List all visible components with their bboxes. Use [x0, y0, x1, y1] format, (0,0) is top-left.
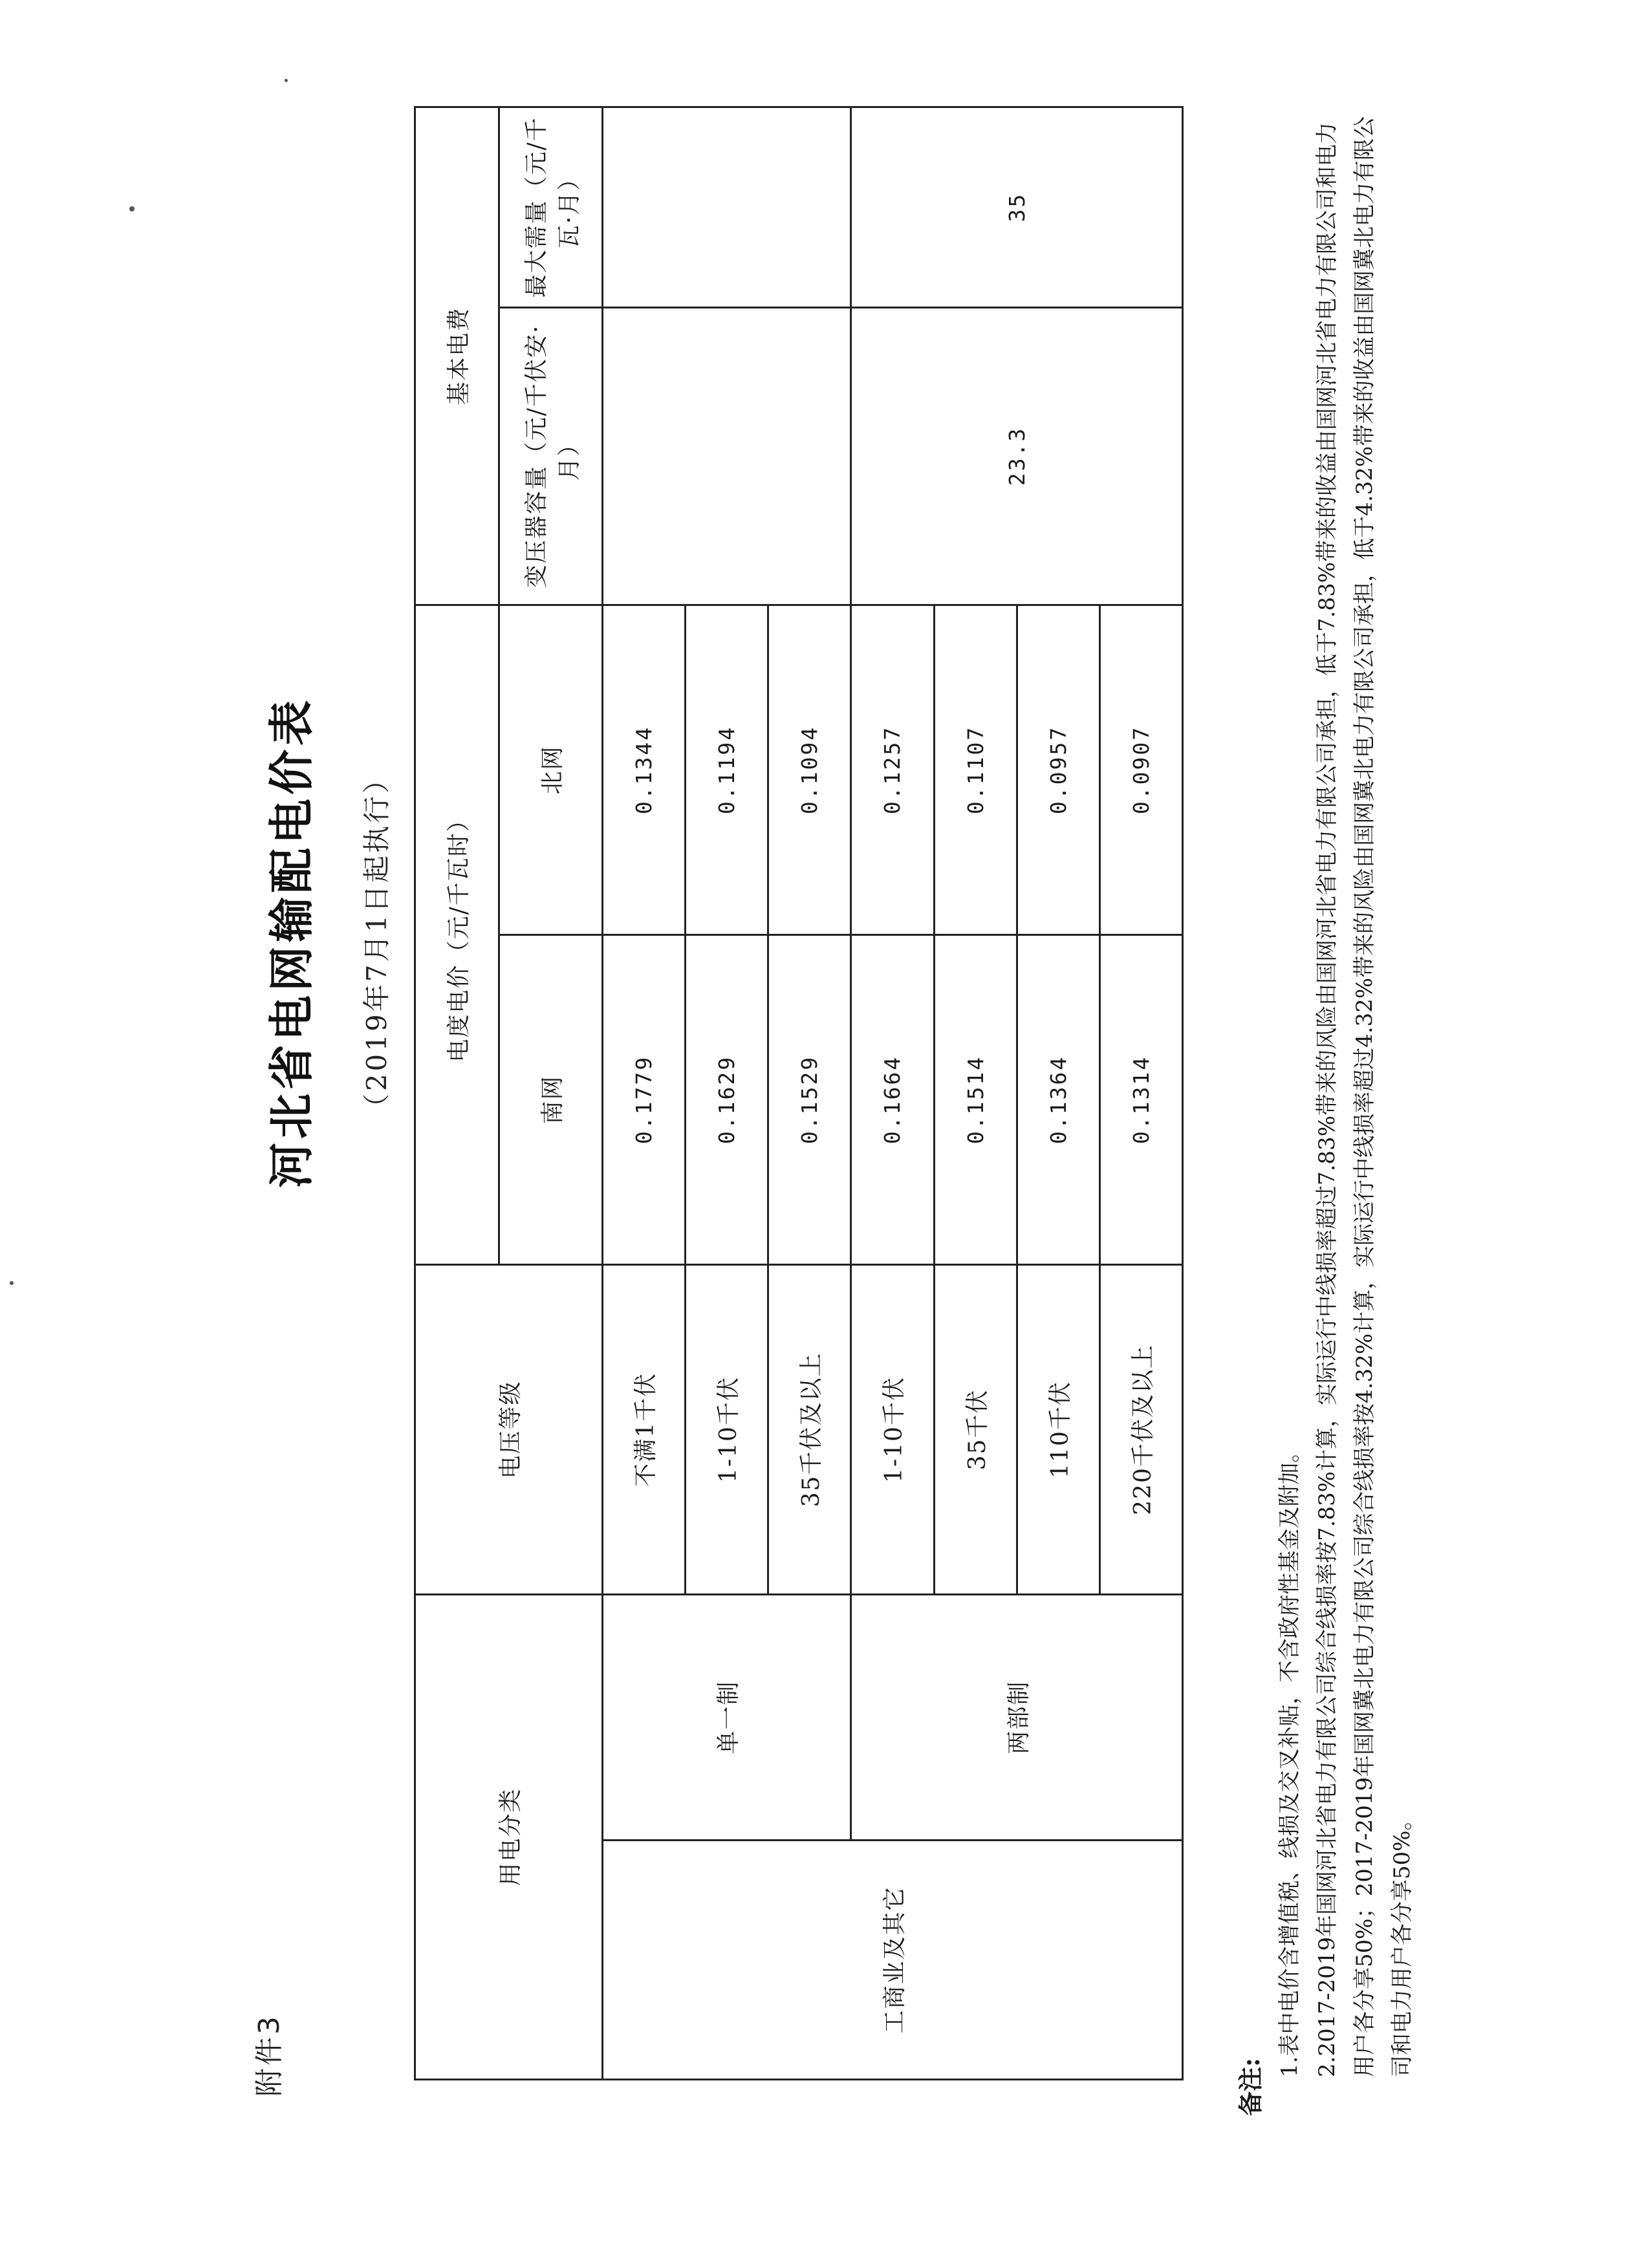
header-voltage: 电压等级 [415, 1264, 603, 1594]
south-price-cell: 0.1629 [686, 934, 768, 1264]
north-price-cell: 0.1194 [686, 605, 768, 934]
notes-label: 备注: [1236, 2057, 1265, 2116]
header-south-grid: 南网 [499, 934, 603, 1264]
header-max-demand: 最大需量（元/千瓦·月） [499, 107, 603, 307]
voltage-cell: 35千伏 [934, 1264, 1017, 1594]
south-price-cell: 0.1664 [851, 934, 934, 1264]
header-basic-fee: 基本电费 [415, 107, 499, 605]
note-item: 1.表中电价含增值税、线损及交叉补贴，不含政府性基金及附加。 [1277, 1440, 1303, 2077]
page-title: 河北省电网输配电价表 [265, 697, 318, 1188]
category-commercial: 工商业及其它 [603, 1841, 1183, 2080]
south-price-cell: 0.1514 [934, 934, 1017, 1264]
max-demand-value: 35 [851, 107, 1183, 307]
south-price-cell: 0.1529 [768, 934, 851, 1264]
south-price-cell: 0.1314 [1099, 934, 1182, 1264]
header-energy-price: 电度电价（元/千瓦时） [415, 605, 499, 1264]
north-price-cell: 0.1344 [603, 605, 686, 934]
note-item: 2.2017-2019年国网河北省电力有限公司综合线损率按7.83%计算，实际运行中线损率超过7.83%带来的风险由国网河北省电力有限公司承担，低于7.83%带来的收益由国网河北省电力有限公司和电力用户各分享50%；2017-2019年国网冀北电力有限公司综合线损率按4.32%计算，实际运行中线损率超过4.32%带来的风险由国网冀北电力有限公司承担，低于4.32%带来的收益由国网冀北电力有限公司和电力用户各分享50%。 [1314, 116, 1415, 2077]
category-single-system: 单一制 [603, 1594, 851, 1840]
scan-speck [10, 1281, 14, 1285]
north-price-cell: 0.1094 [768, 605, 851, 934]
notes-section [1232, 111, 1421, 2116]
header-transformer-capacity: 变压器容量（元/千伏安·月） [499, 307, 603, 605]
attachment-label: 附件3 [253, 2014, 286, 2097]
header-north-grid: 北网 [499, 605, 603, 934]
tariff-table [414, 106, 1184, 2080]
header-category: 用电分类 [415, 1594, 603, 2079]
voltage-cell: 220千伏及以上 [1099, 1264, 1182, 1594]
transformer-capacity-value: 23.3 [851, 307, 1183, 605]
north-price-cell: 0.0907 [1099, 605, 1182, 934]
north-price-cell: 0.1257 [851, 605, 934, 934]
voltage-cell: 1-10千伏 [686, 1264, 768, 1594]
scan-speck [285, 79, 288, 82]
scan-speck [129, 206, 135, 211]
north-price-cell: 0.0957 [1017, 605, 1099, 934]
voltage-cell: 110千伏 [1017, 1264, 1099, 1594]
empty-basic-fee-cell [603, 307, 851, 605]
voltage-cell: 不满1千伏 [603, 1264, 686, 1594]
voltage-cell: 35千伏及以上 [768, 1264, 851, 1594]
north-price-cell: 0.1107 [934, 605, 1017, 934]
south-price-cell: 0.1364 [1017, 934, 1099, 1264]
effective-date-subtitle: （2019年7月1日起执行） [361, 763, 393, 1121]
empty-basic-fee-cell [603, 107, 851, 307]
voltage-cell: 1-10千伏 [851, 1264, 934, 1594]
south-price-cell: 0.1779 [603, 934, 686, 1264]
category-two-part-system: 两部制 [851, 1594, 1183, 1840]
